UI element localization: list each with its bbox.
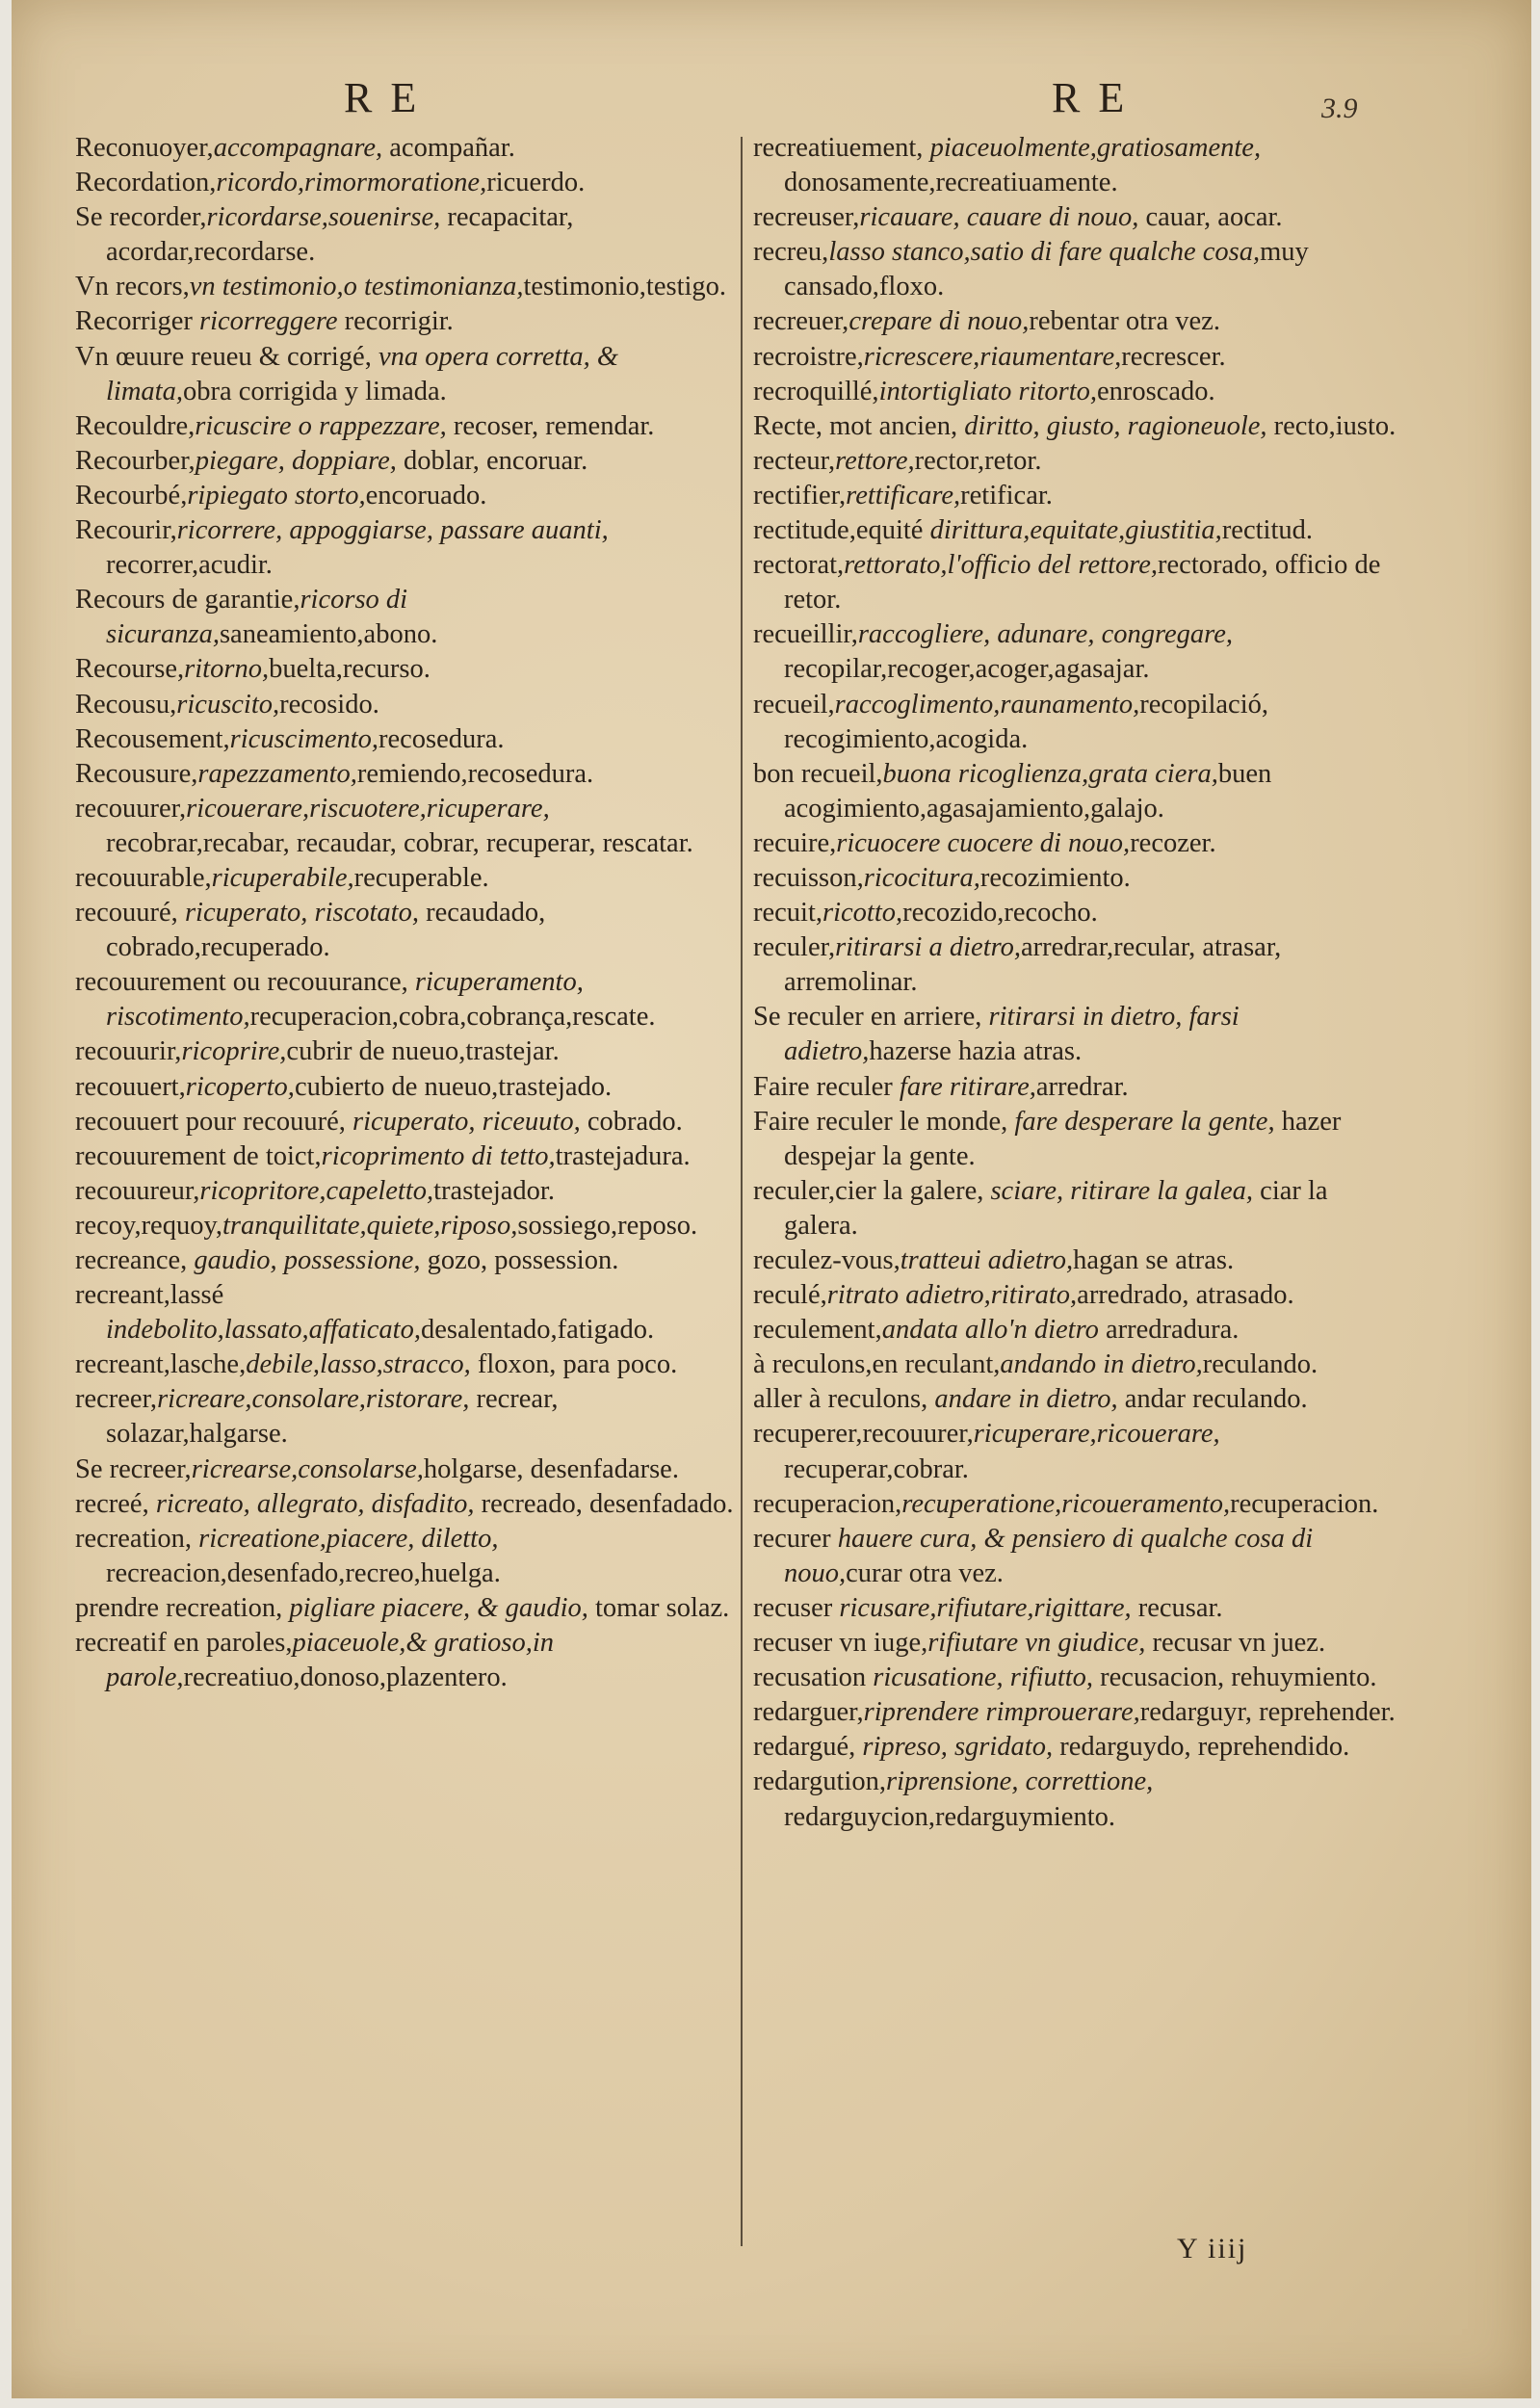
dictionary-entry (753, 1591, 1398, 1626)
headword: Faire reculer (753, 1071, 900, 1102)
italian-gloss: ricuperabile, (211, 862, 354, 893)
headword: Recourse, (75, 654, 185, 685)
spanish-gloss: recusar. (1131, 1592, 1223, 1623)
dictionary-entry (753, 1765, 1398, 1834)
spanish-gloss: cauar, aocar. (1138, 202, 1283, 233)
headword: Se recorder, (75, 202, 207, 233)
spanish-gloss: hazer despejar la gente. (784, 1106, 1342, 1171)
spanish-gloss: rectitud. (1221, 515, 1313, 546)
dictionary-entry (753, 1348, 1398, 1382)
italian-gloss: ricusatione, rifiutto, (873, 1662, 1094, 1693)
italian-gloss: andare in dietro, (934, 1384, 1118, 1415)
spanish-gloss: hagan se atras. (1073, 1245, 1235, 1275)
headword: recoy,requoy, (75, 1210, 222, 1241)
headword: à reculons,en reculant, (753, 1349, 1001, 1380)
dictionary-entry (75, 166, 735, 200)
headword: Recousu, (75, 689, 177, 720)
headword: Recousement, (75, 723, 230, 754)
italian-gloss: hauere cura, & pensiero di qualche cosa di nouo, (784, 1523, 1314, 1588)
headword: bon recueil, (753, 758, 883, 789)
headword: recroistre, (753, 341, 864, 372)
spanish-gloss: muy cansado,floxo. (784, 237, 1309, 302)
italian-gloss: ricopritore,capeletto, (199, 1175, 434, 1206)
dictionary-entry (75, 1209, 735, 1243)
spanish-gloss: recosedura. (378, 723, 505, 754)
spanish-gloss: recosido. (279, 689, 379, 720)
italian-gloss: piaceuolmente,gratiosamente, (929, 133, 1262, 163)
italian-gloss: ricrearse,consolarse, (191, 1453, 424, 1484)
italian-gloss: intortigliato ritorto, (878, 376, 1098, 406)
italian-gloss: tratteui adietro, (900, 1245, 1074, 1275)
headword: recouuert, (75, 1071, 186, 1102)
italian-gloss: ritorno, (184, 654, 270, 685)
headword: Se reculer en arriere, (753, 1002, 989, 1033)
headword: Recourir, (75, 515, 177, 546)
dictionary-entry (753, 930, 1398, 1000)
signature-mark: Y iiij (1177, 2233, 1248, 2264)
spanish-gloss: acompañar. (382, 133, 515, 163)
dictionary-entry (753, 513, 1398, 548)
italian-gloss: ricuperare,ricouerare, (973, 1419, 1220, 1450)
headword: recreé, (75, 1488, 156, 1519)
spanish-gloss: donosamente,recreatiuamente. (784, 168, 1118, 198)
headword: recouurir, (75, 1036, 182, 1067)
italian-gloss: vna opera corretta, & limata, (106, 341, 619, 406)
spanish-gloss: recreatiuo,donoso,plazentero. (183, 1662, 508, 1693)
spanish-gloss: recoser, remendar. (446, 410, 655, 441)
italian-gloss: ricorso di sicuranza, (106, 585, 408, 650)
dictionary-entry (75, 1139, 735, 1174)
dictionary-entry (753, 375, 1398, 409)
dictionary-entry (75, 513, 735, 583)
italian-gloss: ricoprimento di tetto, (321, 1140, 556, 1171)
headword: recouurement ou recouurance, (75, 967, 415, 998)
dictionary-entry (753, 409, 1398, 444)
italian-gloss: ricuscire o rappezzare, (195, 410, 447, 441)
italian-gloss: ritirarsi a dietro, (835, 932, 1022, 963)
dictionary-entry (75, 409, 735, 444)
spanish-gloss: enroscado. (1097, 376, 1215, 406)
dictionary-entry (753, 340, 1398, 375)
dictionary-entry (753, 1661, 1398, 1695)
spanish-gloss: recozido,recocho. (902, 898, 1098, 929)
italian-gloss: tranquilitate,quiete,riposo, (222, 1210, 518, 1241)
italian-gloss: ricoperto, (185, 1071, 295, 1102)
spanish-gloss: sossiego,reposo. (517, 1210, 698, 1241)
italian-gloss: piaceuole,& gratioso,in parole, (106, 1628, 554, 1693)
spanish-gloss: recto,iusto. (1266, 410, 1396, 441)
spanish-gloss: buen acogimiento,agasajamiento,galajo. (784, 758, 1272, 824)
italian-gloss: raccogliere, adunare, congregare, (857, 619, 1233, 650)
headword: Recourbé, (75, 480, 188, 510)
headword: redargution, (753, 1767, 886, 1797)
dictionary-entry (75, 583, 735, 652)
italian-gloss: andata allo'n dietro (881, 1315, 1099, 1346)
italian-gloss: diritto, giusto, ragioneuole, (964, 410, 1267, 441)
italian-gloss: ritirarsi in dietro, farsi adietro, (784, 1002, 1240, 1067)
headword: recroquillé, (753, 376, 879, 406)
dictionary-entry (75, 1453, 735, 1487)
headword: reculement, (753, 1315, 882, 1346)
headword: recuperacion, (753, 1488, 902, 1519)
headword: recuser (753, 1592, 840, 1623)
dictionary-entry (75, 1522, 735, 1591)
spanish-gloss: recobrar,recabar, recaudar, cobrar, recuperar, rescatar. (106, 827, 693, 858)
spanish-gloss: recorrer,acudir. (106, 550, 273, 581)
dictionary-entry (753, 548, 1398, 617)
italian-gloss: ricauare, cauare di nouo, (859, 202, 1139, 233)
dictionary-entry (753, 1522, 1398, 1591)
dictionary-entry (75, 1626, 735, 1695)
headword: recuser vn iuge, (753, 1628, 928, 1659)
italian-gloss: ricuperato, riscotato, (184, 898, 419, 929)
spanish-gloss: recreado, desenfadado. (474, 1488, 734, 1519)
dictionary-entry (753, 1417, 1398, 1486)
dictionary-entry (75, 444, 735, 479)
dictionary-entry (75, 861, 735, 896)
spanish-gloss: trastejador. (433, 1175, 555, 1206)
headword: recreuer, (753, 306, 849, 337)
italian-gloss: ricuperato, riceuuto, (352, 1106, 581, 1137)
italian-gloss: rettificare, (846, 480, 961, 510)
headword: reculer, (753, 932, 836, 963)
italian-gloss: accompagnare, (213, 133, 383, 163)
italian-gloss: ricorrere, appoggiarse, passare auanti, (176, 515, 609, 546)
dictionary-entry (75, 270, 735, 304)
italian-gloss: indebolito,lassato,affaticato, (106, 1315, 421, 1346)
spanish-gloss: tomar solaz. (587, 1592, 730, 1623)
headword: Vn œuure reueu & corrigé, (75, 341, 378, 372)
italian-gloss: crepare di nouo, (848, 306, 1030, 337)
italian-gloss: ricordo,rimormoratione, (216, 168, 487, 198)
spanish-gloss: retificar. (960, 480, 1053, 510)
spanish-gloss: floxon, para poco. (470, 1349, 678, 1380)
headword: Faire reculer le monde, (753, 1106, 1015, 1137)
headword: recouurable, (75, 862, 212, 893)
spanish-gloss: buelta,recurso. (269, 654, 431, 685)
spanish-gloss: remiendo,recosedura. (356, 758, 594, 789)
headword: recuit, (753, 898, 823, 929)
headword: recreuser, (753, 202, 860, 233)
headword: reculez-vous, (753, 1245, 901, 1275)
italian-gloss: ricordarse,souenirse, (206, 202, 441, 233)
headword: Recours de garantie, (75, 585, 300, 615)
headword: prendre recreation, (75, 1592, 290, 1623)
italian-gloss: ricorreggere (198, 306, 338, 337)
headword: redarguer, (753, 1697, 864, 1728)
dictionary-entry (753, 861, 1398, 896)
headword: recreant,lassé (75, 1280, 224, 1311)
dictionary-entry (75, 896, 735, 965)
headword: aller à reculons, (753, 1384, 935, 1415)
dictionary-entry (75, 304, 735, 339)
italian-gloss: ricoprire, (181, 1036, 287, 1067)
running-head-left: R E (344, 74, 421, 121)
italian-gloss: andando in dietro, (1000, 1349, 1203, 1380)
spanish-gloss: recuperar,cobrar. (784, 1453, 969, 1484)
dictionary-entry (75, 1348, 735, 1382)
dictionary-entry (75, 722, 735, 757)
dictionary-entry (75, 792, 735, 861)
dictionary-entry (753, 826, 1398, 861)
spanish-gloss: recaudado, cobrado,recuperado. (106, 898, 546, 963)
dictionary-entry (75, 479, 735, 513)
spanish-gloss: cubrir de nueuo,trastejar. (286, 1036, 560, 1067)
spanish-gloss: recuperacion,cobra,cobrança,rescate. (249, 1002, 656, 1033)
headword: recreance, (75, 1245, 195, 1275)
dictionary-entry (753, 757, 1398, 826)
spanish-gloss: recozimiento. (979, 862, 1131, 893)
spanish-gloss: desalentado,fatigado. (420, 1315, 655, 1346)
spanish-gloss: redarguycion,redarguymiento. (784, 1801, 1116, 1832)
headword: redargué, (753, 1732, 863, 1763)
dictionary-entry (753, 1695, 1398, 1730)
headword: recouuert pour recouuré, (75, 1106, 353, 1137)
headword: Recte, mot ancien, (753, 410, 965, 441)
headword: recouurer, (75, 793, 187, 824)
italian-gloss: dirittura,equitate,giustitia, (929, 515, 1222, 546)
italian-gloss: pigliare piacere, & gaudio, (289, 1592, 588, 1623)
dictionary-entry (75, 688, 735, 722)
headword: recuisson, (753, 862, 864, 893)
italian-gloss: ricrescere,riaumentare, (863, 341, 1122, 372)
dictionary-entry (75, 1070, 735, 1105)
column-divider (741, 137, 743, 2246)
dictionary-entry (753, 1382, 1398, 1417)
italian-gloss: fare ritirare, (899, 1071, 1036, 1102)
headword: recuire, (753, 827, 837, 858)
dictionary-entry (753, 131, 1398, 200)
spanish-gloss: andar reculando. (1117, 1384, 1308, 1415)
italian-gloss: fare desperare la gente, (1014, 1106, 1275, 1137)
spanish-gloss: recusar vn juez. (1145, 1628, 1326, 1659)
dictionary-entry (75, 1174, 735, 1209)
dictionary-entry (75, 1591, 735, 1626)
headword: Recourber, (75, 445, 196, 476)
headword: recuperer,recouurer, (753, 1419, 974, 1450)
spanish-gloss: ciar la galera. (784, 1175, 1328, 1241)
dictionary-entry (753, 1070, 1398, 1105)
italian-gloss: recuperatione,ricoueramento, (901, 1488, 1231, 1519)
headword: recreant,lasche, (75, 1349, 247, 1380)
spanish-gloss: rector,retor. (914, 445, 1042, 476)
spanish-gloss: curar otra vez. (846, 1557, 1004, 1588)
dictionary-entry (75, 1034, 735, 1069)
spanish-gloss: recrescer. (1121, 341, 1226, 372)
dictionary-entry (75, 965, 735, 1034)
dictionary-entry (75, 757, 735, 792)
right-column (753, 131, 1398, 1835)
dictionary-entry (753, 200, 1398, 235)
italian-gloss: ricreato, allegrato, disfadito, (155, 1488, 475, 1519)
dictionary-entry (753, 688, 1398, 757)
spanish-gloss: recrear, solazar,halgarse. (106, 1384, 559, 1450)
dictionary-entry (753, 896, 1398, 930)
dictionary-entry (75, 1278, 735, 1348)
italian-gloss: ricreatione,piacere, diletto, (198, 1523, 499, 1554)
dictionary-entry (753, 1278, 1398, 1313)
dictionary-entry (75, 1105, 735, 1139)
italian-gloss: rettore, (835, 445, 915, 476)
headword: recreatiuement, (753, 133, 930, 163)
headword: recueil, (753, 689, 835, 720)
spanish-gloss: obra corrigida y limada. (182, 376, 447, 406)
italian-gloss: ritrato adietro,ritirato, (826, 1280, 1078, 1311)
spanish-gloss: recapacitar, acordar,recordarse. (106, 202, 574, 268)
spanish-gloss: cobrado. (580, 1106, 683, 1137)
dictionary-entry (753, 1626, 1398, 1661)
italian-gloss: sciare, ritirare la galea, (990, 1175, 1254, 1206)
dictionary-entry (75, 131, 735, 166)
italian-gloss: ricuscito, (176, 689, 280, 720)
spanish-gloss: cubierto de nueuo,trastejado. (294, 1071, 613, 1102)
spanish-gloss: recorrigir. (337, 306, 454, 337)
headword: rectorat, (753, 550, 845, 581)
italian-gloss: ripreso, sgridato, (862, 1732, 1054, 1763)
italian-gloss: raccoglimento,raunamento, (834, 689, 1140, 720)
spanish-gloss: reculando. (1202, 1349, 1318, 1380)
dictionary-entry (75, 200, 735, 270)
dictionary-entry (753, 479, 1398, 513)
headword: Vn recors, (75, 272, 190, 302)
dictionary-entry (753, 444, 1398, 479)
headword: reculer,cier la galere, (753, 1175, 991, 1206)
headword: rectitude,equité (753, 515, 930, 546)
spanish-gloss: arredrar. (1035, 1071, 1129, 1102)
book-page (12, 0, 1531, 2398)
dictionary-entry (75, 1243, 735, 1278)
spanish-gloss: ricuerdo. (486, 168, 586, 198)
spanish-gloss: redarguydo, reprehendido. (1053, 1732, 1350, 1763)
spanish-gloss: recuperable. (353, 862, 489, 893)
headword: Recousure, (75, 758, 198, 789)
italian-gloss: ricuscimento, (229, 723, 379, 754)
italian-gloss: rifiutare vn giudice, (927, 1628, 1146, 1659)
spanish-gloss: saneamiento,abono. (219, 619, 438, 650)
italian-gloss: rettorato,l'officio del rettore, (844, 550, 1159, 581)
dictionary-entry (753, 617, 1398, 687)
headword: Reconuoyer, (75, 133, 214, 163)
spanish-gloss: trastejadura. (555, 1140, 691, 1171)
dictionary-entry (753, 235, 1398, 304)
italian-gloss: ripiegato storto, (187, 480, 366, 510)
spanish-gloss: recozer. (1130, 827, 1216, 858)
dictionary-entry (753, 1487, 1398, 1522)
dictionary-entry (753, 1243, 1398, 1278)
headword: recreation, (75, 1523, 199, 1554)
dictionary-entry (753, 304, 1398, 339)
headword: Recorriger (75, 306, 199, 337)
spanish-gloss: recopilació, recogimiento,acogida. (784, 689, 1269, 754)
spanish-gloss: arredrado, atrasado. (1077, 1280, 1294, 1311)
spanish-gloss: testimonio,testigo. (523, 272, 727, 302)
spanish-gloss: arredrar,recular, atrasar, arremolinar. (784, 932, 1282, 998)
spanish-gloss: recreacion,desenfado,recreo,huelga. (106, 1557, 501, 1588)
dictionary-entry (75, 652, 735, 687)
spanish-gloss: rebentar otra vez. (1029, 306, 1220, 337)
spanish-gloss: encoruado. (365, 480, 487, 510)
italian-gloss: lasso stanco,satio di fare qualche cosa, (828, 237, 1261, 268)
dictionary-entry (753, 1000, 1398, 1069)
headword: recurer (753, 1523, 838, 1554)
italian-gloss: riprendere rimprouerare, (863, 1697, 1140, 1728)
italian-gloss: ricreare,consolare,ristorare, (157, 1384, 470, 1415)
headword: rectifier, (753, 480, 847, 510)
page-number: 3.9 (1321, 92, 1358, 124)
headword: recouureur, (75, 1175, 200, 1206)
spanish-gloss: recusacion, rehuymiento. (1093, 1662, 1377, 1693)
italian-gloss: ricusare,rifiutare,rigittare, (839, 1592, 1132, 1623)
dictionary-entry (753, 1174, 1398, 1243)
headword: recreer, (75, 1384, 158, 1415)
dictionary-entry (753, 1105, 1398, 1174)
headword: recouurement de toict, (75, 1140, 322, 1171)
italian-gloss: ricuocere cuocere di nouo, (836, 827, 1131, 858)
headword: recusation (753, 1662, 874, 1693)
dictionary-entry (75, 1487, 735, 1522)
spanish-gloss: rectorado, officio de retor. (784, 550, 1381, 615)
headword: recueillir, (753, 619, 858, 650)
spanish-gloss: doblar, encoruar. (396, 445, 588, 476)
running-head-right: R E (1052, 74, 1129, 121)
headword: reculé, (753, 1280, 827, 1311)
headword: recteur, (753, 445, 836, 476)
headword: recouuré, (75, 898, 185, 929)
spanish-gloss: redarguyr, reprehender. (1139, 1697, 1396, 1728)
headword: Recouldre, (75, 410, 196, 441)
spanish-gloss: arredradura. (1098, 1315, 1240, 1346)
spanish-gloss: hazerse hazia atras. (869, 1036, 1083, 1067)
dictionary-entry (753, 1313, 1398, 1348)
spanish-gloss: holgarse, desenfadarse. (423, 1453, 679, 1484)
headword: recreatif en paroles, (75, 1628, 293, 1659)
italian-gloss: buona ricoglienza,grata ciera, (882, 758, 1218, 789)
italian-gloss: gaudio, possessione, (194, 1245, 421, 1275)
italian-gloss: piegare, doppiare, (195, 445, 397, 476)
italian-gloss: ricouerare,riscuotere,ricuperare, (186, 793, 550, 824)
italian-gloss: ricotto, (822, 898, 903, 929)
italian-gloss: riprensione, correttione, (885, 1767, 1154, 1797)
spanish-gloss: recuperacion. (1230, 1488, 1379, 1519)
spanish-gloss: gozo, possession. (420, 1245, 619, 1275)
italian-gloss: rapezzamento, (197, 758, 357, 789)
italian-gloss: ricuperamento, riscotimento, (106, 967, 584, 1033)
dictionary-entry (75, 1382, 735, 1452)
headword: Recordation, (75, 168, 217, 198)
spanish-gloss: recopilar,recoger,acoger,agasajar. (784, 654, 1150, 685)
dictionary-entry (75, 340, 735, 409)
headword: recreu, (753, 237, 829, 268)
italian-gloss: vn testimonio,o testimonianza, (189, 272, 524, 302)
dictionary-entry (753, 1730, 1398, 1765)
left-column (75, 131, 735, 1695)
italian-gloss: debile,lasso,stracco, (246, 1349, 471, 1380)
italian-gloss: ricocitura, (863, 862, 980, 893)
headword: Se recreer, (75, 1453, 192, 1484)
